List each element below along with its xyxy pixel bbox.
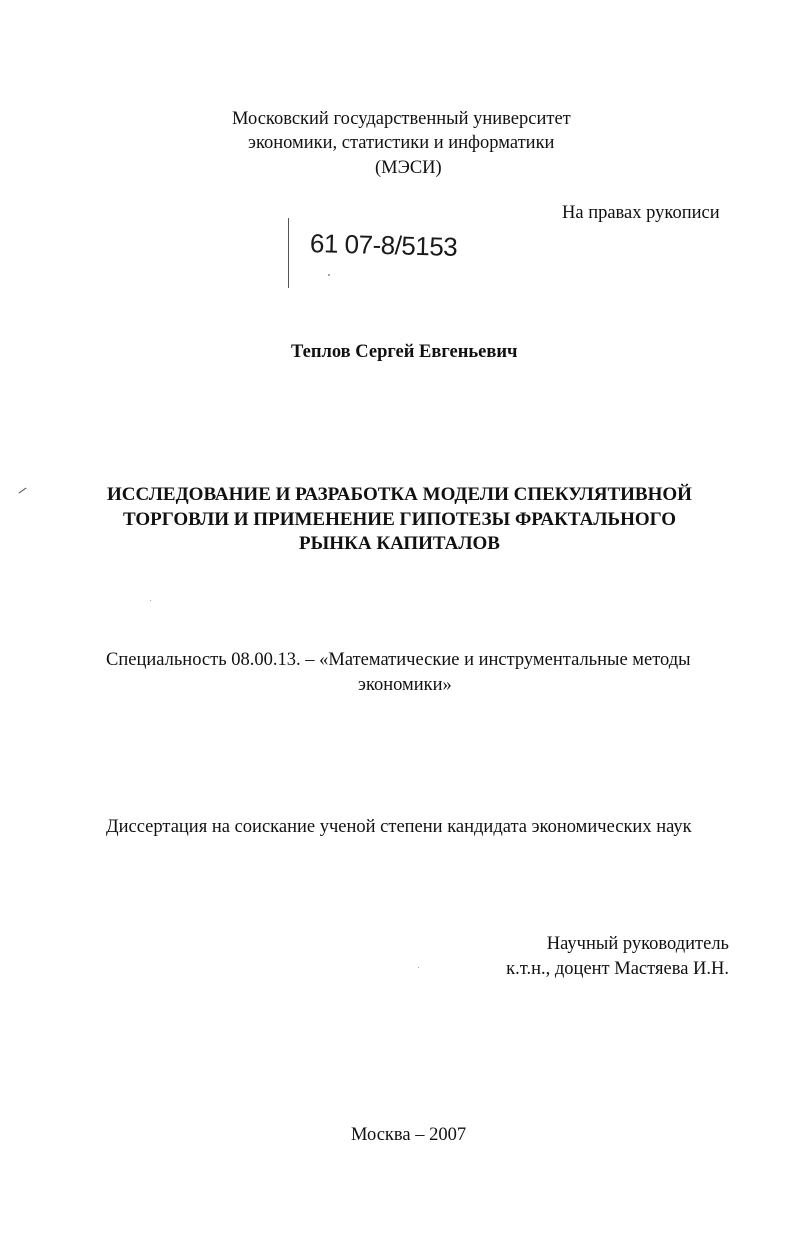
stamp-bracket-mark [288,218,289,288]
specialty-line-1: Специальность 08.00.13. – «Математические и инструментальные методы [106,650,691,670]
title-line-2: ТОРГОВЛИ И ПРИМЕНЕНИЕ ГИПОТЕЗЫ ФРАКТАЛЬНОГО [122,509,677,530]
title-line-1: ИССЛЕДОВАНИЕ И РАЗРАБОТКА МОДЕЛИ СПЕКУЛЯТИВНОЙ [107,484,692,505]
degree-statement: Диссертация на соискание ученой степени кандидата экономических наук [106,817,692,837]
title-line-3: РЫНКА КАПИТАЛОВ [299,533,500,554]
institution-line-3: (МЭСИ) [375,158,442,178]
institution-line-1: Московский государственный университет [232,109,571,129]
supervisor-line-2: к.т.н., доцент Мастяева И.Н. [506,959,729,979]
scan-speck [418,967,419,968]
scan-speck [328,274,330,276]
library-stamp: 61 07-8/5153 [309,228,458,262]
institution-line-2: экономики, статистики и информатики [248,133,555,153]
scan-speck [150,600,151,601]
place-year: Москва – 2007 [351,1125,467,1145]
supervisor-line-1: Научный руководитель [546,934,729,954]
rights-note: На правах рукописи [562,203,720,223]
author-name: Теплов Сергей Евгеньевич [291,342,518,362]
specialty-line-2: экономики» [358,675,452,695]
